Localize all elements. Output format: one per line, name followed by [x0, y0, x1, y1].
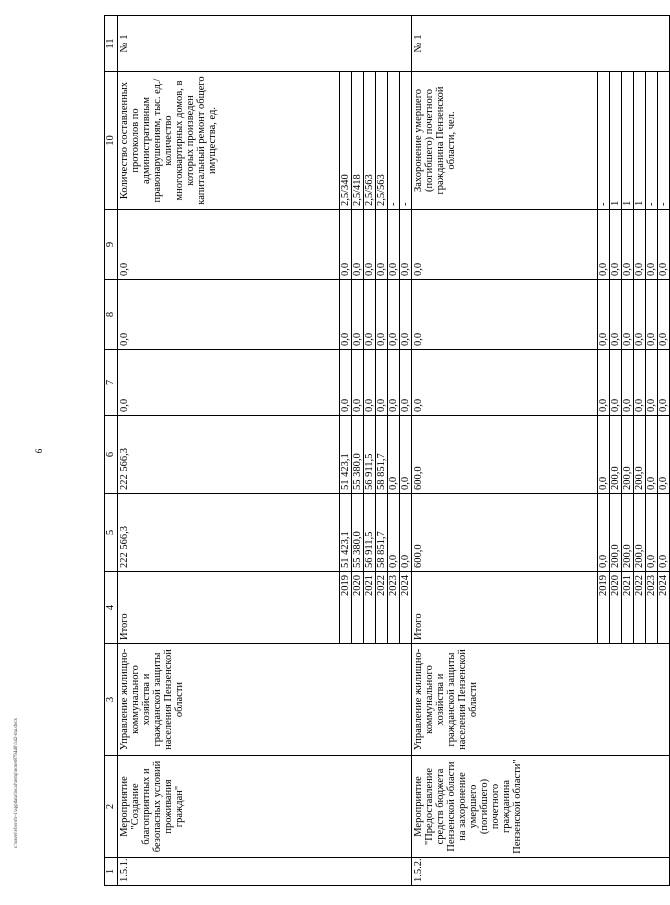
period-label: Итого: [412, 572, 598, 644]
total-value: 0,0: [118, 210, 340, 280]
year-value: 56 911,5: [364, 494, 376, 572]
year-label: 2024: [658, 572, 670, 644]
header-cell: 7: [105, 350, 118, 416]
total-value: 0,0: [412, 280, 598, 350]
year-value: 0,0: [388, 280, 400, 350]
year-value: 200,0: [634, 494, 646, 572]
year-value: 0,0: [622, 350, 634, 416]
year-label: 2023: [646, 572, 658, 644]
year-value: 0,0: [658, 416, 670, 494]
year-value: 0,0: [400, 280, 412, 350]
year-value: 0,0: [376, 280, 388, 350]
program-events-table: [104, 15, 670, 886]
year-value: 0,0: [646, 416, 658, 494]
year-label: 2019: [598, 572, 610, 644]
year-value: 0,0: [610, 350, 622, 416]
year-value: 0,0: [634, 350, 646, 416]
year-value: 51 423,1: [340, 416, 352, 494]
year-value: 2,5/563: [364, 72, 376, 210]
year-value: 0,0: [646, 350, 658, 416]
year-label: 2022: [376, 572, 388, 644]
year-label: 2020: [610, 572, 622, 644]
indicator-name: Захоронение умершего (погибшего) почетного гражданина Пензенской области, чел.: [412, 72, 598, 210]
year-value: 0,0: [400, 494, 412, 572]
header-cell: 2: [105, 756, 118, 858]
year-value: 0,0: [388, 210, 400, 280]
section-number: 1.5.2.: [412, 858, 670, 886]
year-value: 0,0: [622, 280, 634, 350]
year-value: -: [598, 72, 610, 210]
total-value: 600,0: [412, 416, 598, 494]
total-value: 222 566,3: [118, 494, 340, 572]
year-label: 2024: [400, 572, 412, 644]
header-cell: 9: [105, 210, 118, 280]
year-value: 0,0: [352, 280, 364, 350]
year-value: 2,5/563: [376, 72, 388, 210]
year-value: 0,0: [598, 210, 610, 280]
year-value: 0,0: [340, 280, 352, 350]
year-value: -: [400, 72, 412, 210]
year-value: 51 423,1: [340, 494, 352, 572]
header-cell: 5: [105, 494, 118, 572]
year-label: 2022: [634, 572, 646, 644]
year-value: 1: [610, 72, 622, 210]
header-cell: 4: [105, 572, 118, 644]
year-value: 0,0: [658, 210, 670, 280]
year-value: 0,0: [376, 350, 388, 416]
year-value: 0,0: [646, 494, 658, 572]
year-value: 0,0: [646, 210, 658, 280]
executor-name: Управление жилищно-коммунального хозяйства и гражданской защиты населения Пензенской области: [412, 644, 670, 756]
year-value: 200,0: [622, 494, 634, 572]
section-total-row: [118, 16, 340, 886]
year-value: 0,0: [340, 350, 352, 416]
year-value: 2,5/418: [352, 72, 364, 210]
year-label: 2020: [352, 572, 364, 644]
year-value: 0,0: [622, 210, 634, 280]
reference-number: № 1: [412, 16, 670, 72]
year-value: -: [646, 72, 658, 210]
year-value: 2,5/340: [340, 72, 352, 210]
year-value: 200,0: [610, 494, 622, 572]
year-value: 0,0: [658, 350, 670, 416]
header-cell: 3: [105, 644, 118, 756]
year-value: 0,0: [400, 350, 412, 416]
year-label: 2021: [622, 572, 634, 644]
year-value: -: [658, 72, 670, 210]
total-value: 0,0: [118, 280, 340, 350]
total-value: 0,0: [412, 210, 598, 280]
year-value: 200,0: [610, 416, 622, 494]
period-label: Итого: [118, 572, 340, 644]
indicator-name: Количество составленных протоколов по административным правонарушениям, тыс. ед./ количество многоквартирных домов, в которых произведен капитальный ремонт общего имущества, ед.: [118, 72, 340, 210]
executor-name: Управление жилищно-коммунального хозяйства и гражданской защиты населения Пензенской области: [118, 644, 412, 756]
total-value: 600,0: [412, 494, 598, 572]
year-value: 55 380,0: [352, 416, 364, 494]
year-value: 0,0: [598, 416, 610, 494]
year-value: 0,0: [610, 280, 622, 350]
year-value: 0,0: [388, 416, 400, 494]
year-value: 0,0: [598, 280, 610, 350]
year-value: 0,0: [598, 350, 610, 416]
year-value: 1: [622, 72, 634, 210]
year-value: 0,0: [340, 210, 352, 280]
year-value: 0,0: [658, 494, 670, 572]
year-value: 0,0: [400, 210, 412, 280]
year-value: 0,0: [658, 280, 670, 350]
year-value: 200,0: [634, 416, 646, 494]
header-cell: 8: [105, 280, 118, 350]
year-value: 0,0: [388, 350, 400, 416]
year-value: 56 911,5: [364, 416, 376, 494]
year-value: 0,0: [364, 280, 376, 350]
section-total-row: [412, 16, 598, 886]
year-value: 0,0: [364, 350, 376, 416]
year-value: 0,0: [634, 210, 646, 280]
year-value: 0,0: [364, 210, 376, 280]
year-label: 2021: [364, 572, 376, 644]
total-value: 0,0: [412, 350, 598, 416]
year-value: 0,0: [646, 280, 658, 350]
header-cell: 1: [105, 858, 118, 886]
year-label: 2023: [388, 572, 400, 644]
year-value: 1: [634, 72, 646, 210]
year-value: 0,0: [634, 280, 646, 350]
year-value: 0,0: [610, 210, 622, 280]
event-name: Мероприятие "Предоставление средств бюджета Пензенской области на захоронение умершего (погибшего) почетного гражданина Пензенской области": [412, 756, 670, 858]
footer-file-path: c:\users\vboroh~1\appdata\local\temp\notes879440\142-ma.docx: [14, 717, 19, 848]
year-value: -: [388, 72, 400, 210]
year-value: 55 380,0: [352, 494, 364, 572]
header-row: [105, 16, 118, 886]
reference-number: № 1: [118, 16, 412, 72]
event-name: Мероприятие "Создание благоприятных и безопасных условий проживания граждан": [118, 756, 412, 858]
section-number: 1.5.1.: [118, 858, 412, 886]
year-value: 58 851,7: [376, 416, 388, 494]
year-value: 0,0: [376, 210, 388, 280]
header-cell: 10: [105, 72, 118, 210]
year-value: 0,0: [400, 416, 412, 494]
total-value: 222 566,3: [118, 416, 340, 494]
year-value: 0,0: [352, 350, 364, 416]
header-cell: 6: [105, 416, 118, 494]
year-value: 0,0: [352, 210, 364, 280]
rotated-table-container: [104, 16, 669, 886]
header-cell: 11: [105, 16, 118, 72]
year-label: 2019: [340, 572, 352, 644]
year-value: 200,0: [622, 416, 634, 494]
year-value: 58 851,7: [376, 494, 388, 572]
total-value: 0,0: [118, 350, 340, 416]
year-value: 0,0: [388, 494, 400, 572]
year-value: 0,0: [598, 494, 610, 572]
page-number: 9: [33, 448, 44, 454]
